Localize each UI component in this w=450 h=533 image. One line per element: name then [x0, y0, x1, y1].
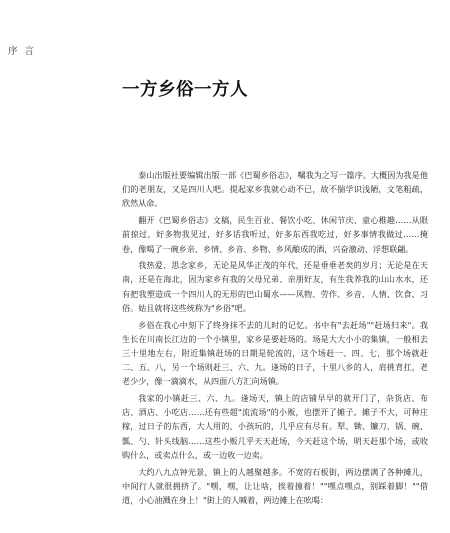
paragraph: 乡俗在我心中刻下了终身抹不去的儿时的记忆。书中有"去赶场""赶场归来"。我生长在川南长江边的一个小镇里，家乡是要赶场的。场是大大小小的集镇，一般相去三十里地左右，附近集镇赶场的日期是轮流的，这个场赶一、四、七，那个场就赶二、五、八，另一个场则赶三、六、九。逢场的日子，十里八乡的人，肩挑背扛，老老少少，像一滴滴水，从四面八方汇向场镇。: [122, 319, 428, 387]
running-head: 序 言: [8, 46, 37, 57]
page-title: 一方乡俗一方人: [122, 80, 248, 100]
paragraph: 大约八九点钟光景，镇上的人越聚越多。不宽的石板街，两边摆满了各种摊儿，中间行人就很拥挤了。"嘿，嘿，让让啥，挨着撞着！""嘿点嘿点，别踩着脚！""借道，小心油溅在身上！"街上的人喊着，两边摊上在吆喝：: [122, 466, 428, 505]
paragraph: 我家的小镇赶三、六、九。逢场天，镇上的店铺早早的就开门了，杂货店、布店、酒店、小吃店……还有些超"流流场"的小贩，也摆开了摊子。摊子不大，可种庄稼，过日子的东西，大人用的，小孩玩的，几乎应有尽有。犁、锄、镰刀、锅、碗、瓢、勺、针头线脑……这些小贩几乎天天赶场，今天赶这个场，明天赶那个场，或收购什么，或卖点什么，或一边收一边卖。: [122, 393, 428, 460]
paragraph: 翻开《巴蜀乡俗志》文稿，民生百业、餐饮小吃、休闲节庆、童心稚趣……从眼前掠过，好多物我见过，好多话我听过，好多东西我吃过，好多事情我做过……掩卷，像喝了一碗乡亲、乡情、乡音、乡物、乡风酿成的酒，兴奋激动、浮想联翩。: [122, 215, 428, 254]
body-text: [122, 168, 428, 510]
paragraph: 泰山出版社要编辑出版一部《巴蜀乡俗志》，嘱我为之写一篇序。大概因为我是他们的老朋友，又是四川人吧。提起家乡我就心动不已，故不揣学识浅陋，文笔粗疏，欣然从命。: [122, 170, 428, 209]
paragraph: 我热爱、思念家乡，无论是风华正茂的年代，还是垂垂老矣的岁月；无论是在天南，还是在海北，因为家乡有我的父母兄弟、亲朋好友，有生我养我的山山水水，还有把我塑造成一个四川人的无形的巴山蜀水——风物、劳作、乡音、人情、饮食、习俗。姑且就将这些统称为"乡俗"吧。: [122, 260, 428, 313]
